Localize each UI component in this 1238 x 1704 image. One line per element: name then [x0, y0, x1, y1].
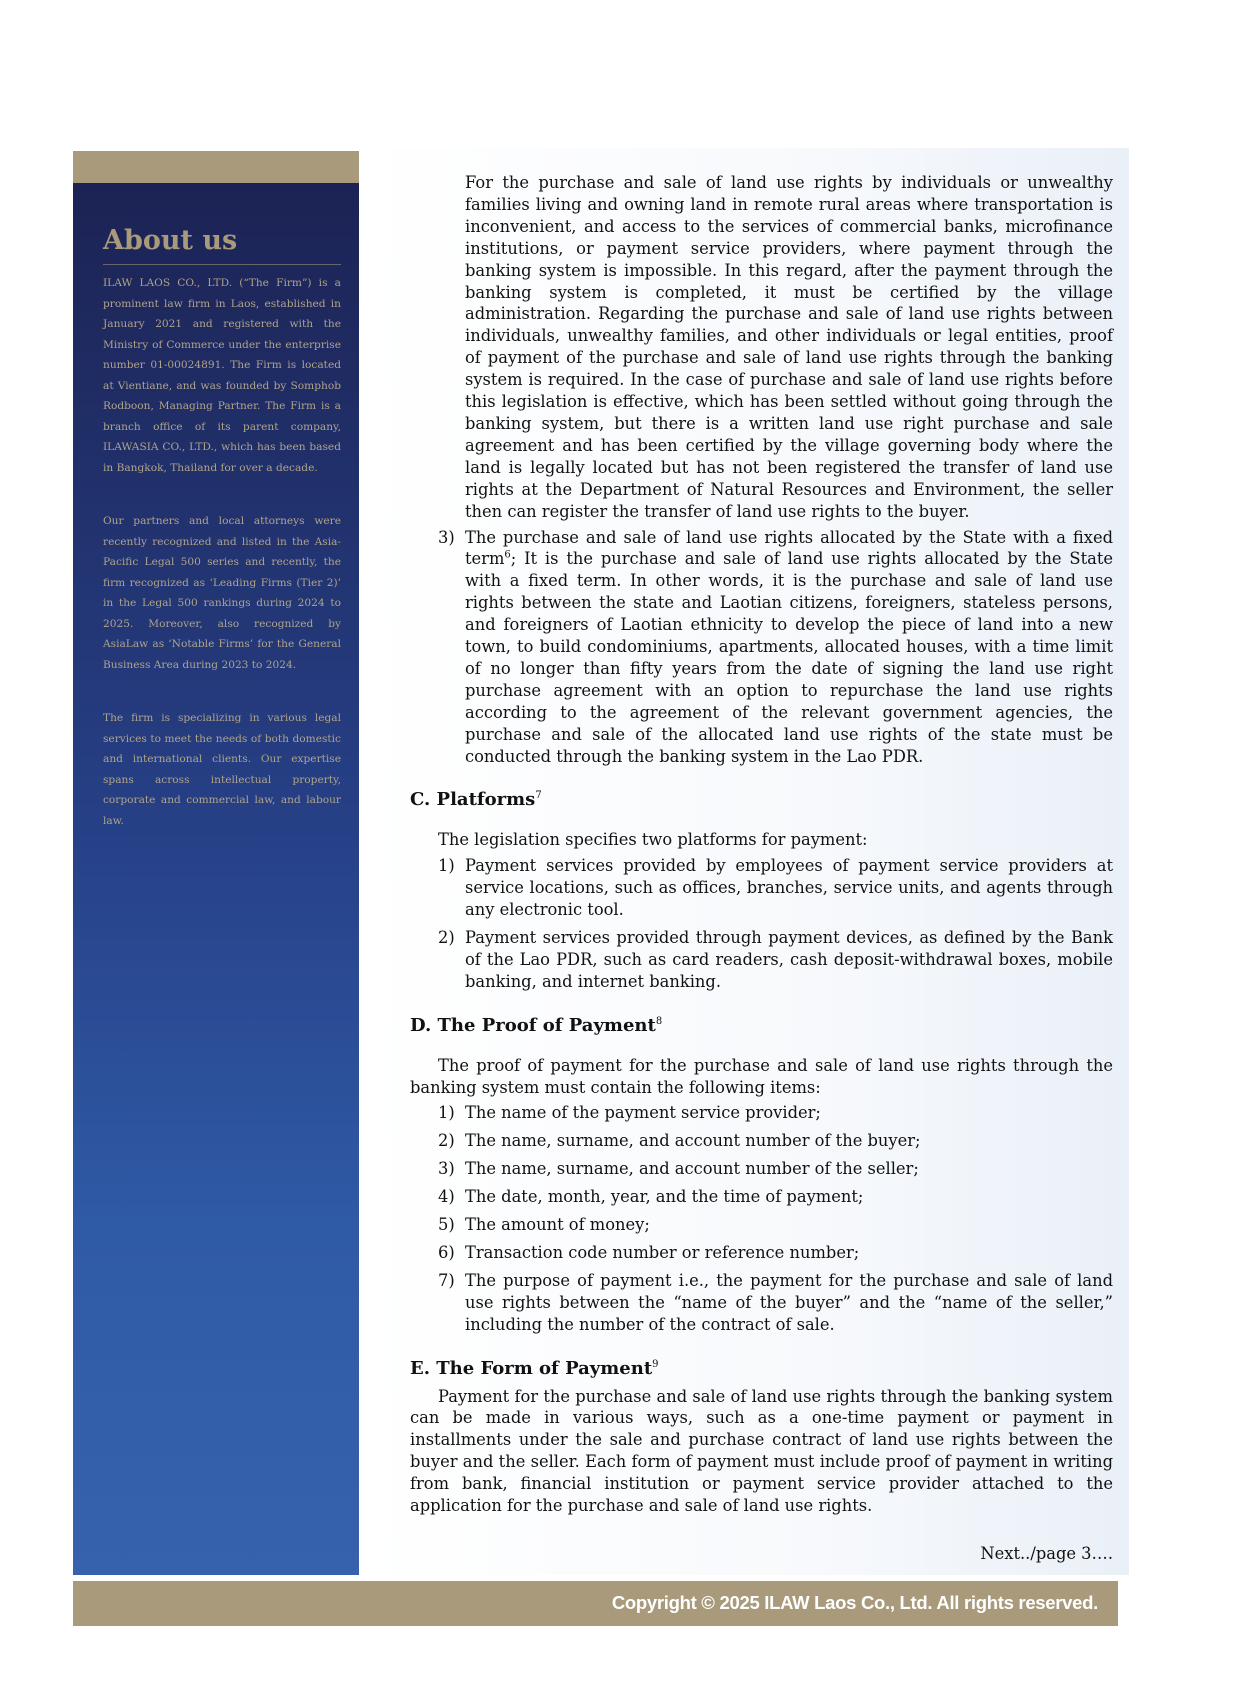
- proof-intro: The proof of payment for the purchase and sale of land use rights through the banking system must contain the following items:: [410, 1055, 1113, 1097]
- heading-platforms: C. Platforms$^7$: [410, 789, 542, 811]
- about-paragraph-2: Our partners and local attorneys were recently recognized and listed in the Asia-Pacific Legal 500 series and recently, the firm recognized as ‘Leading Firms (Tier 2)’ in the Legal 500 rankings during 2024 to 2025. Moreover, also recognized by AsiaLaw as ‘Notable Firms’ for the General Business Area during 2023 to 2024.: [103, 515, 341, 671]
- main-content: [410, 172, 1113, 1565]
- list-item: 1) The name of the payment service provider;: [438, 1103, 821, 1123]
- list-text: The purchase and sale of land use rights allocated by the State with a fixed term$^6$; It is the purchase and sale of land use rights allocated by the State with a fixed term. In other words, it is the purchase and sale of land use rights between the state and Laotian citizens, foreigners, stateless persons, and foreigners of Laotian ethnicity to develop the piece of land into a new town, to build condominiums, apartments, allocated houses, with a time limit of no longer than fifty years from the date of signing the land use right purchase agreement with an option to repurchase the land use rights according to the agreement of the relevant government agencies, the purchase and sale of the allocated land use rights of the state must be conducted through the banking system in the Lao PDR.: [465, 527, 1113, 766]
- footer-band: [73, 1581, 1118, 1626]
- about-paragraph-3: The firm is specializing in various legal services to meet the needs of both domestic and international clients. Our expertise spans across intellectual property, corporate and commercial law, and labour law.: [103, 712, 341, 827]
- sidebar-top-band: [73, 151, 359, 183]
- list-item: 2) The name, surname, and account number of the buyer;: [438, 1131, 921, 1151]
- heading-form-of-payment: E. The Form of Payment$^9$: [410, 1357, 659, 1379]
- next-page-indicator: Next../page 3….: [980, 1543, 1113, 1563]
- about-paragraph-1: ILAW LAOS CO., LTD. (“The Firm”) is a prominent law firm in Laos, established in January 2021 and registered with the Ministry of Commerce under the enterprise number 01-00024891. The Firm is located at Vientiane, and was founded by Somphob Rodboon, Managing Partner. The Firm is a branch office of its parent company, ILAWASIA CO., LTD., which has been based in Bangkok, Thailand for over a decade.: [103, 277, 341, 474]
- paragraph-rural-land: For the purchase and sale of land use rights by individuals or unwealthy families living and owning land in remote rural areas where transportation is inconvenient, and access to the services of commercial banks, microfinance institutions, or payment service providers, where payment through the banking system is impossible. In this regard, after the payment through the banking system is completed, it must be certified by the village administration. Regarding the purchase and sale of land use rights between individuals, unwealthy families, and other individuals or legal entities, proof of payment of the purchase and sale of land use rights through the banking system is required. In the case of purchase and sale of land use rights before this legislation is effective, which has been settled without going through the banking system, but there is a written land use right purchase and sale agreement and has been certified by the village governing body where the land is legally located but has not been registered the transfer of land use rights at the Department of Natural Resources and Environment, the seller then can register the transfer of land use rights to the buyer.: [465, 173, 1113, 521]
- list-item-3: [438, 527, 1113, 768]
- list-item: 6) Transaction code number or reference number;: [438, 1242, 860, 1262]
- list-number: 3): [438, 527, 455, 547]
- list-item: 7) The purpose of payment i.e., the payment for the purchase and sale of land use rights between the “name of the buyer” and the “name of the seller,” including the number of the contract of sale.: [438, 1270, 1113, 1334]
- form-of-payment-body: Payment for the purchase and sale of land use rights through the banking system can be made in various ways, such as a one-time payment or payment in installments under the sale and purchase contract of land use rights between the buyer and the seller. Each form of payment must include proof of payment in writing from bank, financial institution or payment service provider attached to the application for the purchase and sale of land use rights.: [410, 1386, 1113, 1516]
- copyright-text: Copyright © 2025 ILAW Laos Co., Ltd. All rights reserved.: [611, 1592, 1098, 1613]
- list-item: 3) The name, surname, and account number of the seller;: [438, 1159, 919, 1179]
- heading-proof-of-payment: D. The Proof of Payment$^8$: [410, 1014, 663, 1036]
- platforms-intro: The legislation specifies two platforms for payment:: [438, 830, 868, 850]
- list-item: 1) Payment services provided by employees of payment service providers at service locations, such as offices, branches, service units, and agents through any electronic tool.: [438, 856, 1113, 920]
- list-item: 4) The date, month, year, and the time of payment;: [438, 1187, 864, 1207]
- about-us-title: About us: [103, 225, 341, 265]
- sidebar: [73, 183, 359, 1575]
- list-item: 5) The amount of money;: [438, 1215, 650, 1235]
- list-item: 2) Payment services provided through payment devices, as defined by the Bank of the Lao PDR, such as card readers, cash deposit-withdrawal boxes, mobile banking, and internet banking.: [438, 928, 1113, 991]
